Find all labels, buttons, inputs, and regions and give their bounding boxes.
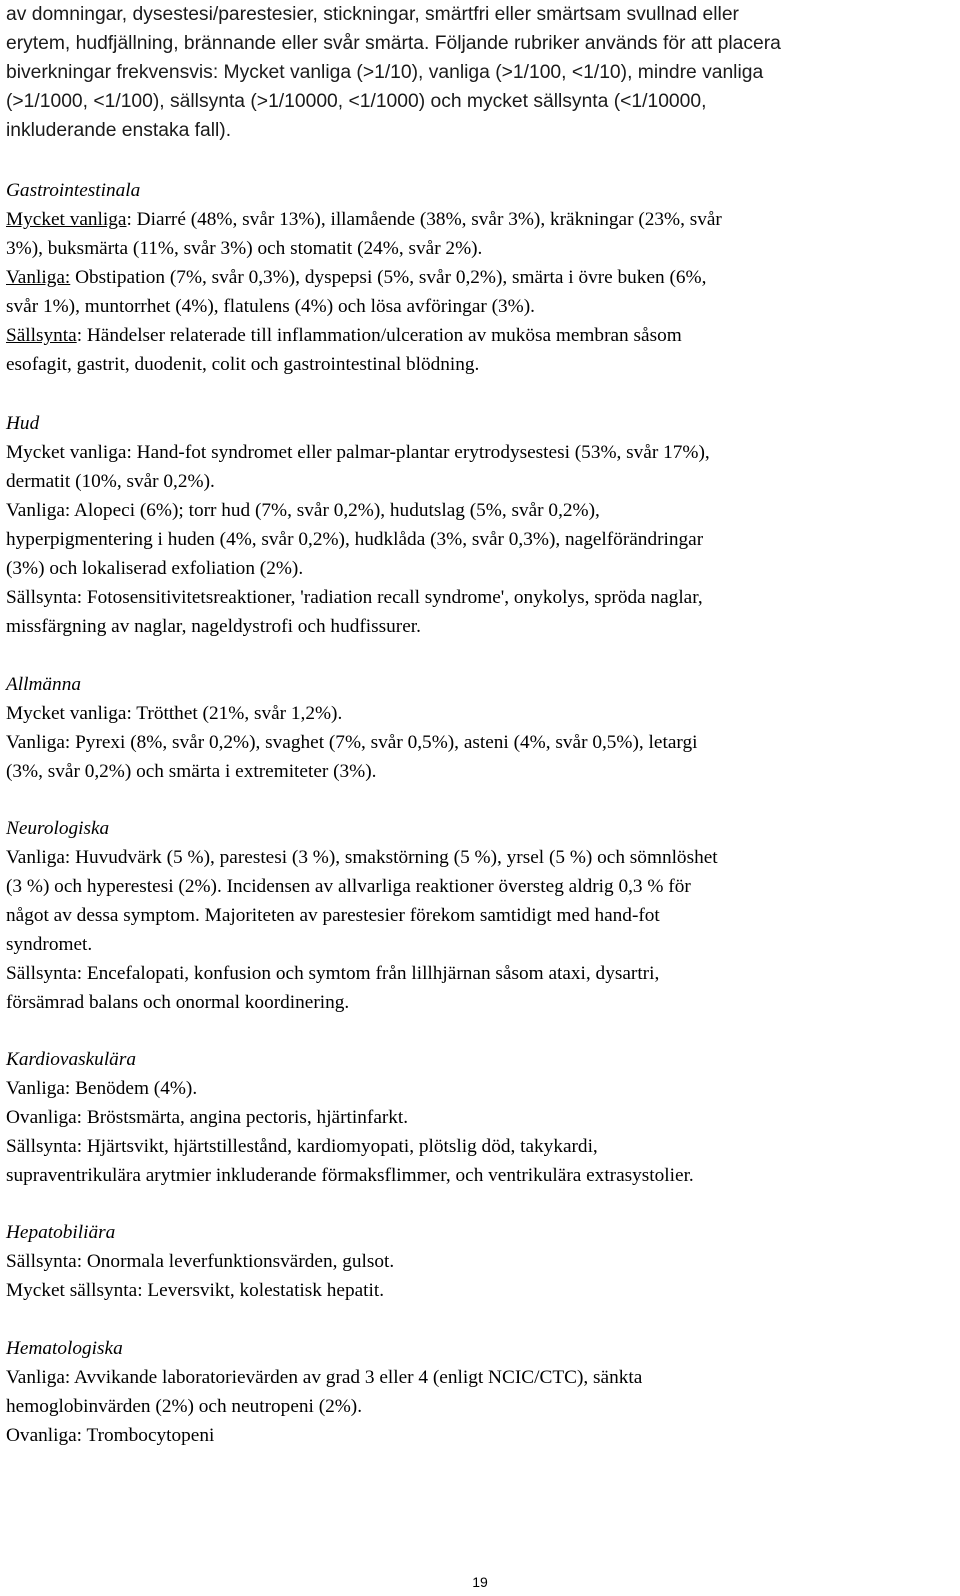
text-line: Vanliga: Benödem (4%).	[6, 1078, 198, 1099]
text-line: 3%), buksmärta (11%, svår 3%) och stomatit (24%, svår 2%).	[6, 238, 483, 259]
text-line: (3%) och lokaliserad exfoliation (2%).	[6, 558, 304, 579]
text-line: supraventrikulära arytmier inkluderande förmaksflimmer, och ventrikulära extrasystolier.	[6, 1165, 694, 1186]
text-line	[6, 321, 956, 350]
section-hematologiska	[6, 1334, 956, 1450]
text-line: Mycket sällsynta: Leversvikt, kolestatisk hepatit.	[6, 1280, 385, 1301]
text-fragment: Obstipation (7%, svår 0,3%), dyspepsi (5%, svår 0,2%), smärta i övre buken (6%,	[70, 267, 707, 288]
text-line: Vanliga: Pyrexi (8%, svår 0,2%), svaghet (7%, svår 0,5%), asteni (4%, svår 0,5%), letargi	[6, 732, 698, 753]
section-heading: Hud	[6, 413, 40, 434]
intro-line: (>1/1000, <1/100), sällsynta (>1/10000, <1/1000) och mycket sällsynta (<1/10000,	[6, 91, 707, 112]
section-heading: Gastrointestinala	[6, 180, 141, 201]
section-heading: Kardiovaskulära	[6, 1049, 136, 1070]
text-line: hyperpigmentering i huden (4%, svår 0,2%), hudklåda (3%, svår 0,3%), nagelförändringar	[6, 529, 704, 550]
section-hepatobiliara	[6, 1218, 956, 1305]
text-line: Mycket vanliga: Hand-fot syndromet eller palmar-plantar erytrodysestesi (53%, svår 17%),	[6, 442, 710, 463]
text-line: Ovanliga: Trombocytopeni	[6, 1425, 215, 1446]
text-line: något av dessa symptom. Majoriteten av parestesier förekom samtidigt med hand-fot	[6, 905, 660, 926]
intro-line: inkluderande enstaka fall).	[6, 120, 232, 141]
page-number: 19	[472, 1574, 488, 1590]
text-line	[6, 263, 956, 292]
frequency-label: Mycket vanliga	[6, 209, 127, 230]
text-line: Vanliga: Avvikande laboratorievärden av grad 3 eller 4 (enligt NCIC/CTC), sänkta	[6, 1367, 643, 1388]
text-line: Sällsynta: Onormala leverfunktionsvärden, gulsot.	[6, 1251, 395, 1272]
text-line: esofagit, gastrit, duodenit, colit och gastrointestinal blödning.	[6, 354, 480, 375]
text-line: Sällsynta: Encefalopati, konfusion och symtom från lillhjärnan såsom ataxi, dysartri,	[6, 963, 660, 984]
text-line: Ovanliga: Bröstsmärta, angina pectoris, hjärtinfarkt.	[6, 1107, 409, 1128]
section-neurologiska	[6, 814, 956, 1017]
section-allmanna	[6, 670, 956, 786]
text-line	[6, 205, 956, 234]
text-line: missfärgning av naglar, nageldystrofi och hudfissurer.	[6, 616, 421, 637]
text-line: Sällsynta: Fotosensitivitetsreaktioner, 'radiation recall syndrome', onykolys, spröda naglar,	[6, 587, 703, 608]
text-line: Sällsynta: Hjärtsvikt, hjärtstillestånd, kardiomyopati, plötslig död, takykardi,	[6, 1136, 598, 1157]
text-line: Vanliga: Alopeci (6%); torr hud (7%, svår 0,2%), hudutslag (5%, svår 0,2%),	[6, 500, 600, 521]
text-line: svår 1%), muntorrhet (4%), flatulens (4%) och lösa avföringar (3%).	[6, 296, 535, 317]
text-line: syndromet.	[6, 934, 93, 955]
text-fragment: : Diarré (48%, svår 13%), illamående (38%, svår 3%), kräkningar (23%, svår	[126, 209, 722, 230]
text-line: hemoglobinvärden (2%) och neutropeni (2%).	[6, 1396, 363, 1417]
frequency-label: Vanliga:	[6, 267, 71, 288]
text-line: (3%, svår 0,2%) och smärta i extremiteter (3%).	[6, 761, 377, 782]
section-gastrointestinala	[6, 176, 956, 379]
frequency-label: Sällsynta	[6, 325, 77, 346]
text-line: (3 %) och hyperestesi (2%). Incidensen av allvarliga reaktioner översteg aldrig 0,3 % för	[6, 876, 691, 897]
intro-line: av domningar, dysestesi/parestesier, stickningar, smärtfri eller smärtsam svullnad eller	[6, 4, 739, 25]
text-line: dermatit (10%, svår 0,2%).	[6, 471, 215, 492]
intro-line: erytem, hudfjällning, brännande eller svår smärta. Följande rubriker används för att placera	[6, 33, 781, 54]
text-fragment: : Händelser relaterade till inflammation/ulceration av mukösa membran såsom	[76, 325, 682, 346]
intro-line: biverkningar frekvensvis: Mycket vanliga (>1/10), vanliga (>1/100, <1/10), mindre vanliga	[6, 62, 764, 83]
text-line: Vanliga: Huvudvärk (5 %), parestesi (3 %), smakstörning (5 %), yrsel (5 %) och sömnlöshet	[6, 847, 718, 868]
section-kardiovaskulara	[6, 1045, 956, 1190]
intro-paragraph	[6, 0, 956, 145]
section-hud	[6, 409, 956, 641]
section-heading: Allmänna	[6, 674, 81, 695]
text-line: försämrad balans och onormal koordinering.	[6, 992, 350, 1013]
section-heading: Hepatobiliära	[6, 1222, 116, 1243]
text-line: Mycket vanliga: Trötthet (21%, svår 1,2%).	[6, 703, 343, 724]
section-heading: Hematologiska	[6, 1338, 123, 1359]
section-heading: Neurologiska	[6, 818, 110, 839]
